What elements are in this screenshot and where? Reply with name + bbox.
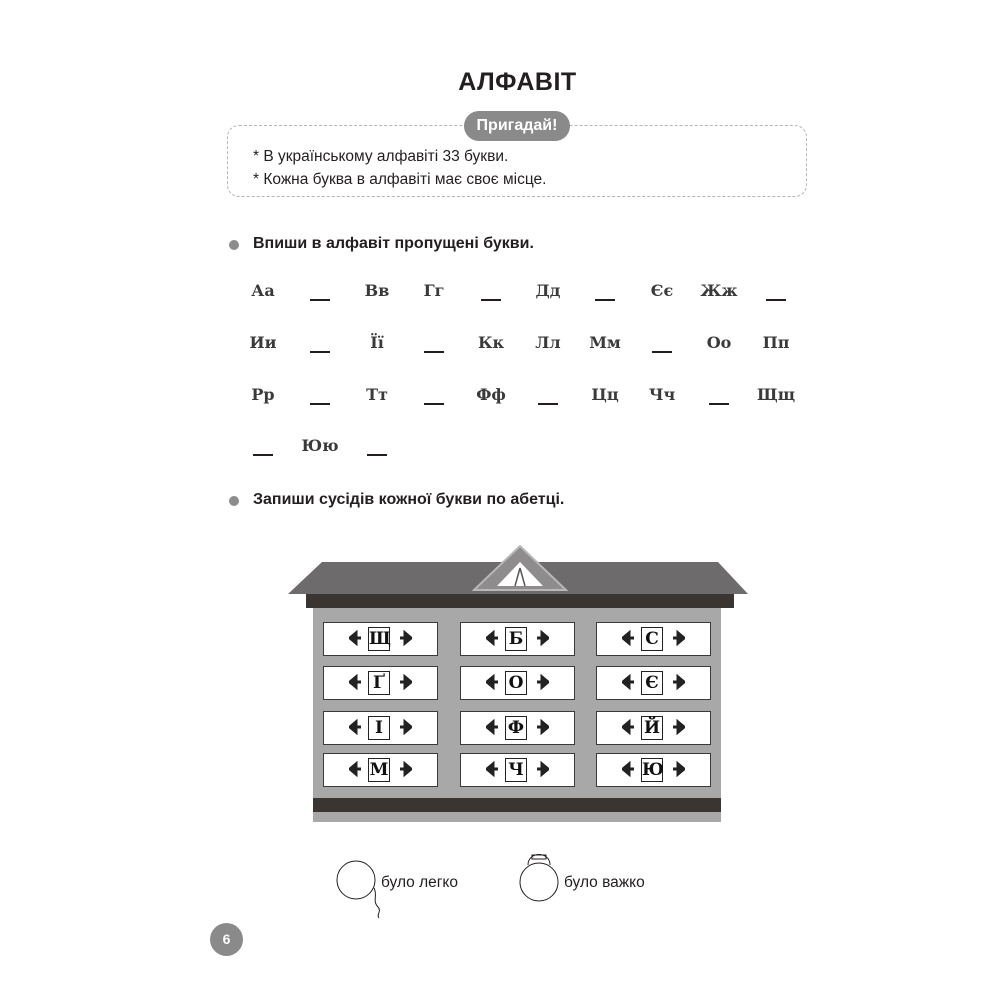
neighbor-left-blank[interactable]: [600, 758, 622, 782]
window-letter: Щ: [369, 629, 391, 649]
neighbor-left-blank[interactable]: [327, 716, 349, 740]
alphabet-letter: Аа: [251, 281, 275, 300]
alphabet-letter: Фф: [476, 385, 506, 404]
letter-blank[interactable]: [367, 454, 387, 456]
window-letter: І: [368, 716, 390, 740]
alphabet-letter: Щщ: [757, 385, 795, 404]
neighbor-left-blank[interactable]: [327, 627, 349, 651]
neighbor-left-blank[interactable]: [464, 758, 486, 782]
alphabet-letter: Дд: [535, 281, 561, 300]
reminder-line-2: * Кожна буква в алфавіті має своє місце.: [253, 171, 547, 188]
neighbor-right-blank[interactable]: [549, 671, 571, 695]
window-letter: О: [505, 671, 527, 695]
letter-blank[interactable]: [253, 454, 273, 456]
letter-blank[interactable]: [424, 403, 444, 405]
alphabet-letter: Кк: [477, 333, 505, 352]
neighbor-left-blank[interactable]: [327, 758, 349, 782]
neighbor-right-blank[interactable]: [685, 671, 707, 695]
page-number: 6: [210, 923, 243, 956]
neighbor-left-blank[interactable]: [327, 671, 349, 695]
alphabet-letter: Пп: [762, 333, 790, 352]
alphabet-letter: Юю: [301, 436, 339, 455]
base-band: [313, 798, 721, 812]
neighbor-left-blank[interactable]: [600, 627, 622, 651]
neighbor-right-blank[interactable]: [685, 627, 707, 651]
alphabet-letter: Мм: [589, 333, 621, 352]
letter-blank[interactable]: [709, 403, 729, 405]
window-letter: Й: [641, 716, 663, 740]
letter-blank[interactable]: [652, 351, 672, 353]
alphabet-letter: Лл: [535, 333, 561, 352]
letter-blank[interactable]: [310, 403, 330, 405]
bullet-icon: [229, 240, 239, 250]
neighbor-right-blank[interactable]: [549, 716, 571, 740]
neighbor-right-blank[interactable]: [685, 758, 707, 782]
alphabet-letter: Ии: [249, 333, 277, 352]
task1-instruction: Впиши в алфавіт пропущені букви.: [253, 235, 534, 252]
roof-band: [306, 594, 734, 608]
easy-label: було легко: [381, 874, 458, 891]
task2-instruction: Запиши сусідів кожної букви по абетці.: [253, 491, 565, 508]
neighbor-right-blank[interactable]: [412, 716, 434, 740]
window-letter: М: [369, 760, 389, 780]
alphabet-letter: Її: [370, 333, 384, 352]
alphabet-letter: Рр: [251, 385, 275, 404]
reminder-badge: Пригадай!: [464, 111, 570, 141]
neighbor-left-blank[interactable]: [464, 627, 486, 651]
window-letter: Ю: [642, 760, 664, 780]
alphabet-letter: Жж: [700, 281, 738, 300]
neighbor-left-blank[interactable]: [464, 671, 486, 695]
alphabet-letter: Цц: [591, 385, 619, 404]
window-letter: Б: [505, 627, 527, 651]
letter-blank[interactable]: [595, 299, 615, 301]
window-letter: Ф: [505, 716, 527, 740]
letter-blank[interactable]: [481, 299, 501, 301]
neighbor-right-blank[interactable]: [549, 758, 571, 782]
window-letter: Є: [641, 671, 663, 695]
bullet-icon: [229, 496, 239, 506]
alphabet-letter: Оо: [706, 333, 732, 352]
neighbor-right-blank[interactable]: [412, 627, 434, 651]
letter-blank[interactable]: [766, 299, 786, 301]
neighbor-right-blank[interactable]: [685, 716, 707, 740]
letter-blank[interactable]: [310, 351, 330, 353]
neighbor-left-blank[interactable]: [600, 716, 622, 740]
letter-blank[interactable]: [424, 351, 444, 353]
page-title: АЛФАВІТ: [458, 68, 577, 96]
alphabet-letter: Гг: [423, 281, 445, 300]
neighbor-left-blank[interactable]: [464, 716, 486, 740]
alphabet-letter: Єє: [650, 281, 674, 300]
window-letter: Ч: [505, 758, 527, 782]
letter-blank[interactable]: [538, 403, 558, 405]
neighbor-right-blank[interactable]: [549, 627, 571, 651]
neighbor-right-blank[interactable]: [412, 671, 434, 695]
alphabet-letter: Тт: [366, 385, 388, 404]
letter-blank[interactable]: [310, 299, 330, 301]
hard-label: було важко: [564, 874, 645, 891]
neighbor-right-blank[interactable]: [412, 758, 434, 782]
kettlebell-icon: [514, 847, 564, 907]
window-letter: Ґ: [368, 671, 390, 695]
alphabet-letter: Вв: [364, 281, 390, 300]
neighbor-left-blank[interactable]: [600, 671, 622, 695]
window-letter: С: [641, 627, 663, 651]
reminder-line-1: * В українському алфавіті 33 букви.: [253, 148, 509, 165]
alphabet-letter: Чч: [648, 385, 676, 404]
